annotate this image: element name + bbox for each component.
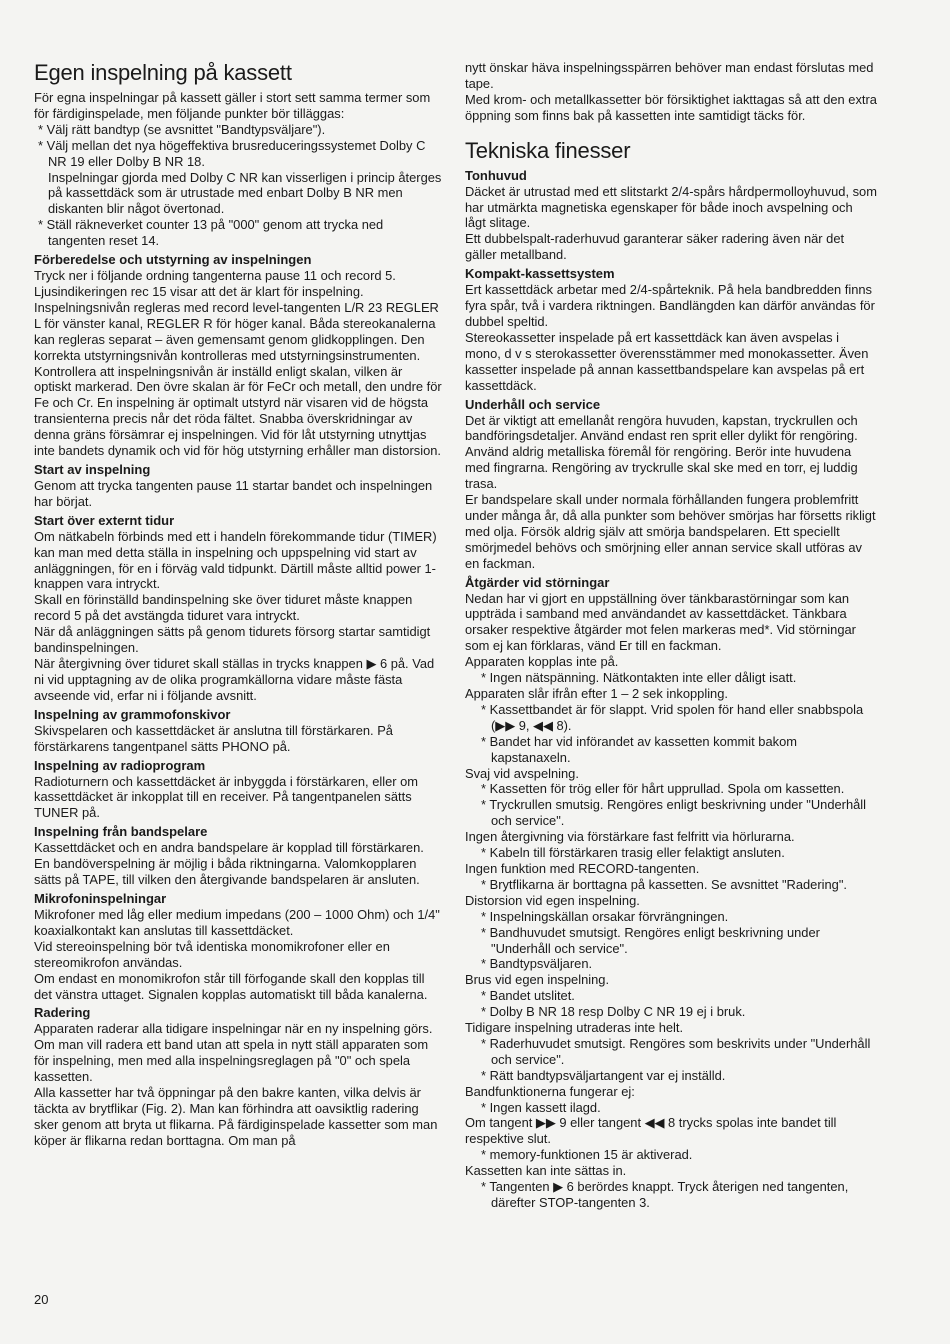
bullet-item: * Inspelningskällan orsakar förvrängningen. xyxy=(481,908,729,924)
section-heading: Förberedelse och utstyrning av inspelningen xyxy=(34,252,312,268)
paragraph: Det är viktigt att emellanåt rengöra huvuden, kapstan, tryckrullen och bandföringsdetaljer. Använd endast ren sprit eller dylikt för rengöring. Använd aldrig metalliska föremål för rengöring. Berör inte huvudena med fingrarna. Rengöring av tryckrulle skal ske med en torr, ej luddig trasa. xyxy=(465,412,858,492)
paragraph: Med krom- och metallkassetter bör försiktighet iakttagas så att den extra öppning som finns bak på kassetten inte samtidigt täcks för. xyxy=(465,91,877,123)
paragraph: Alla kassetter har två öppningar på den bakre kanten, vilka delvis är täckta av brytflikar (Fig. 2). Man kan förhindra att oavsiktlig radering sker genom att bryta ut flikarna. På färdiginspelade kassetter som man köper är flikarna redan borttagna. Om man på xyxy=(34,1085,438,1148)
paragraph: Apparaten kopplas inte på. xyxy=(465,654,619,670)
section-heading: Inspelning från bandspelare xyxy=(34,824,208,840)
left-column xyxy=(34,60,442,1149)
paragraph: Bandfunktionerna fungerar ej: xyxy=(465,1083,635,1099)
bullet-item: * Kabeln till förstärkaren trasig eller felaktigt ansluten. xyxy=(481,845,785,861)
bullet-item: * Välj mellan det nya högeffektiva brusreduceringssystemet Dolby C NR 19 eller Dolby B NR 18. xyxy=(38,137,426,169)
paragraph: nytt önskar häva inspelningsspärren behöver man endast förslutas med tape. xyxy=(465,60,874,91)
section-heading: Mikrofoninspelningar xyxy=(34,890,167,906)
bullet-item: * Ställ räkneverket counter 13 på "000" genom att trycka ned tangenten reset 14. xyxy=(38,217,384,249)
section-heading: Tonhuvud xyxy=(465,167,527,183)
paragraph: För egna inspelningar på kassett gäller i stort sett samma termer som för färdiginspelade, men följande punkter bör tilläggas: xyxy=(34,90,431,121)
bullet-item: * memory-funktionen 15 är aktiverad. xyxy=(481,1147,693,1163)
section-heading: Inspelning av radioprogram xyxy=(34,757,206,773)
paragraph: Ert kassettdäck arbetar med 2/4-spårteknik. På hela bandbredden finns fyra spår, två i vardera riktningen. Bandlängden kan därför användas för dubbel speltid. xyxy=(465,282,875,329)
paragraph: Genom att trycka tangenten pause 11 startar bandet och inspelningen har börjat. xyxy=(34,477,433,509)
bullet-item: * Kassettbandet är för slappt. Vrid spolen för hand eller snabbspola (▶▶ 9, ◀◀ 8). xyxy=(481,701,864,733)
paragraph: Däcket är utrustad med ett slitstarkt 2/4-spårs hårdpermolloyhuvud, som har utmärkta magnetiska egenskaper för både inoch avspelning och lågt slitage. xyxy=(465,183,877,231)
paragraph: Stereokassetter inspelade på ert kassettdäck kan även avspelas i mono, d v s sterokassetter överensstämmer med monokassetter. Även kassetter inspelade på annan kassettbandspelare kan avspelas på ert kassettdäck. xyxy=(465,329,869,393)
bullet-item: * Brytflikarna är borttagna på kassetten. Se avsnittet "Radering". xyxy=(481,876,847,892)
paragraph: Vid stereoinspelning bör två identiska monomikrofoner eller en stereomikrofon användas. xyxy=(34,938,390,970)
paragraph: Er bandspelare skall under normala förhållanden fungera problemfritt under många år, då alla punkter som behöver smörjas har försetts rikligt med olja. Försök aldrig själv att smörja bandspelaren. Ett speciellt smörjmedel behövs och smörjning eller annan service skall utföras av en fackman. xyxy=(465,492,876,571)
bullet-item: * Tangenten ▶ 6 berördes knappt. Tryck återigen ned tangenten, därefter STOP-tangenten 3. xyxy=(481,1179,849,1210)
paragraph: Nedan har vi gjort en uppställning över tänkbarastörningar som kan uppträda i samband med användandet av kassettdäcket. Tänkbara orsaker respektive åtgärder mot felen markeras med*. Vid störningar som ej kan förklaras, vänd Er till en fackman. xyxy=(465,590,856,654)
bullet-item: * Raderhuvudet smutsigt. Rengöres som beskrivits under "Underhåll och service". xyxy=(481,1035,871,1067)
paragraph: När återgivning över tiduret skall ställas in trycks knappen ▶ 6 på. Vad ni vid upptagning av de olika programkällorna vidare måste fästa avseende vid, erfar ni i följande avsnitt. xyxy=(34,656,435,703)
bullet-item: * Tryckrullen smutsig. Rengöres enligt beskrivning under "Underhåll och service". xyxy=(481,797,867,829)
section-heading: Åtgärder vid störningar xyxy=(465,574,610,590)
section-title: Egen inspelning på kassett xyxy=(34,60,292,85)
paragraph: Radioturnern och kassettdäcket är inbyggda i förstärkaren, eller om kassettdäcket är inkopplat till en receiver. På tangentpanelen sätts TUNER på. xyxy=(34,773,419,821)
paragraph: Kassettdäcket och en andra bandspelare är kopplad till förstärkaren. En bandöverspelning är möjlig i båda riktningarna. Valomkopplaren sätts på TAPE, till vilken den återgivande bandspelaren är ansluten. xyxy=(34,840,424,888)
paragraph: Skall en förinställd bandinspelning ske över tiduret måste knappen record 5 på det avstängda tiduret vara intryckt. xyxy=(34,592,413,624)
indented-paragraph: Inspelningar gjorda med Dolby C NR kan visserligen i princip återges på kassettdäck som är utrustade med enbart Dolby B NR men diskanten blir något övertonad. xyxy=(48,169,442,217)
paragraph: Distorsion vid egen inspelning. xyxy=(465,892,640,908)
bullet-item: * Kassetten för trög eller för hårt upprullad. Spola om kassetten. xyxy=(481,781,845,797)
paragraph: Mikrofoner med låg eller medium impedans (200 – 1000 Ohm) och 1/4" koaxialkontakt kan anslutas till kassettdäcket. xyxy=(34,906,440,938)
paragraph: Skivspelaren och kassettdäcket är anslutna till förstärkaren. På förstärkarens tangentpanel sätts PHONO på. xyxy=(34,722,393,754)
bullet-item: * Ingen kassett ilagd. xyxy=(481,1099,601,1115)
paragraph: Brus vid egen inspelning. xyxy=(465,972,610,988)
paragraph: Om endast en monomikrofon står till förfogande skall den kopplas till det vänstra uttaget. Signalen kopplas automatiskt till båda kanalerna. xyxy=(34,970,428,1002)
paragraph: Kassetten kan inte sättas in. xyxy=(465,1163,627,1179)
paragraph: Ingen funktion med RECORD-tangenten. xyxy=(465,860,700,876)
paragraph: Apparaten slår ifrån efter 1 – 2 sek inkoppling. xyxy=(465,686,728,701)
section-heading: Kompakt-kassettsystem xyxy=(465,266,615,282)
paragraph: Apparaten raderar alla tidigare inspelningar när en ny inspelning görs. Om man vill radera ett band utan att spela in nytt ställ apparaten som för inspelning, men med alla inspelningsreglagen på "0" och spela kassetten. xyxy=(34,1021,433,1085)
bullet-item: * Rätt bandtypsväljartangent var ej inställd. xyxy=(481,1067,726,1083)
paragraph: Ett dubbelspalt-raderhuvud garanterar säker radering även när det gäller metallband. xyxy=(465,231,845,263)
paragraph: Tryck ner i följande ordning tangenterna pause 11 och record 5. Ljusindikeringen rec 15 visar att det är klart för inspelning. Inspelningsnivån regleras med record level-tangenten L/R 23 REGLER L för vänster kanal, REGLER R för höger kanal. Båda stereokanalerna kan regleras separat – även gemensamt genom glidkopplingen. Den korrekta utstyrningsnivån kontrolleras med utstyrningsinstrumenten. Kontrollera att inspelningsnivån är inställd enligt skalan, vilken är optiskt markerad. Den övre skalan är för FeCr och metall, den undre för Fe och Cr. En inspelning är optimalt utstyrd när visaren vid de högsta transienterna precis når det röda fältet. Snabba överskridningar av denna gräns försämrar ej inspelningen. Vid för låt utstyrning utnyttjas inte bandets dynamik och vid för hög utstyrning erhåller man distorsion. xyxy=(34,268,442,459)
bullet-item: * Bandet utslitet. xyxy=(481,988,575,1004)
bullet-item: * Bandet har vid införandet av kassetten kommit bakom kapstanaxeln. xyxy=(481,733,797,765)
paragraph: Om tangent ▶▶ 9 eller tangent ◀◀ 8 trycks spolas inte bandet till respektive slut. xyxy=(465,1115,837,1147)
bullet-item: * Dolby B NR 18 resp Dolby C NR 19 ej i bruk. xyxy=(481,1004,746,1020)
section-heading: Start av inspelning xyxy=(34,461,151,477)
section-heading: Start över externt tidur xyxy=(34,512,175,528)
section-heading: Inspelning av grammofonskivor xyxy=(34,706,231,722)
paragraph: Svaj vid avspelning. xyxy=(465,765,579,781)
paragraph: Ingen återgivning via förstärkare fast felfritt via hörlurarna. xyxy=(465,829,795,845)
page-number: 20 xyxy=(34,1292,49,1307)
bullet-item: * Välj rätt bandtyp (se avsnittet "Bandtypsväljare"). xyxy=(38,121,326,137)
section-heading: Underhåll och service xyxy=(465,396,601,412)
section-heading: Radering xyxy=(34,1005,91,1021)
paragraph: Om nätkabeln förbinds med ett i handeln förekommande tidur (TIMER) kan man med detta ställa in inspelning och uppspelning vid start av anläggningen, för en i förväg vald tidpunkt. Därtill måste alltid power 1-knappen vara intryckt. xyxy=(34,528,437,592)
bullet-item: * Bandhuvudet smutsigt. Rengöres enligt beskrivning under "Underhåll och service". xyxy=(481,924,820,956)
bullet-item: * Bandtypsväljaren. xyxy=(481,956,593,972)
section-title: Tekniska finesser xyxy=(465,137,631,163)
paragraph: Tidigare inspelning utraderas inte helt. xyxy=(465,1020,684,1036)
bullet-item: * Ingen nätspänning. Nätkontakten inte eller dåligt isatt. xyxy=(481,670,797,686)
right-column xyxy=(465,60,877,1211)
paragraph: När då anläggningen sätts på genom tidurets försorg startar samtidigt bandinspelningen. xyxy=(34,624,431,656)
